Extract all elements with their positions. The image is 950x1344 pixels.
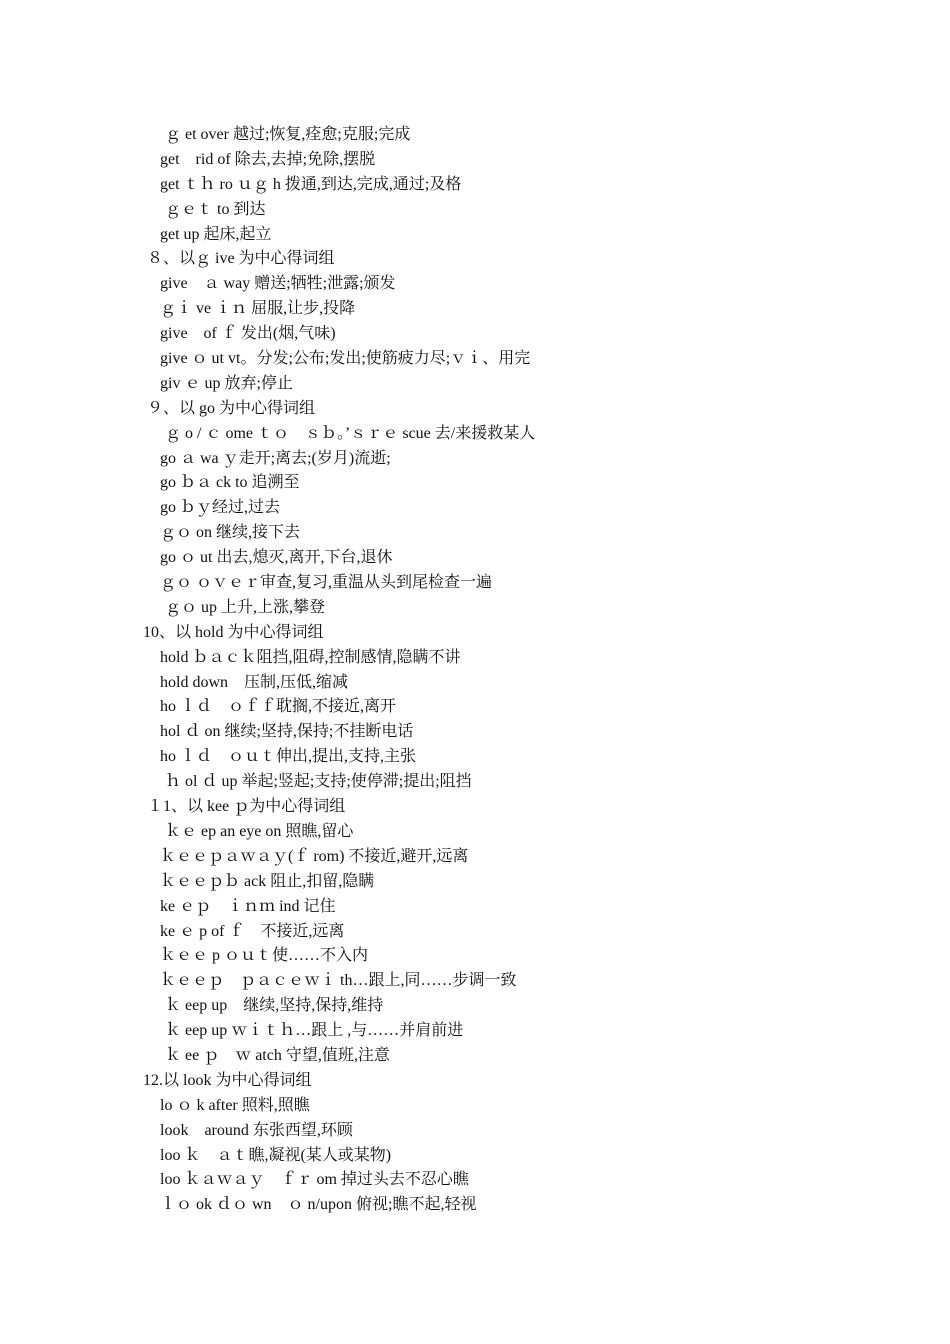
phrase-line: ho ｌｄ ｏｕｔ伸出,提出,支持,主张 (160, 748, 417, 766)
phrase-line: give ａ way 赠送;牺牲;泄露;颁发 (160, 275, 396, 293)
phrase-line: ｋｅｅｐａｗａｙ(ｆ rom) 不接近,避开,远离 (160, 847, 469, 865)
phrase-line: hold down 压制,压低,缩减 (160, 673, 349, 691)
section-heading: ８、以ｇ ive 为中心得词组 (147, 250, 335, 268)
phrase-line: go ｂｙ经过,过去 (160, 499, 281, 517)
phrase-line: ｌｏ ok ｄｏ wn ｏ n/upon 俯视;瞧不起,轻视 (160, 1196, 477, 1214)
phrase-line: ｇｉ ve ｉｎ 屈服,让步,投降 (160, 300, 356, 318)
phrase-line: giv ｅ up 放弃;停止 (160, 374, 293, 392)
phrase-line: hol ｄ on 继续;坚持,保持;不挂断电话 (160, 723, 414, 741)
phrase-line: ｇｏ up 上升,上涨,攀登 (165, 598, 326, 616)
phrase-line: ｋｅｅｐ ｐａｃｅｗｉ th…跟上,同……步调一致 (160, 972, 517, 990)
section-heading: １1、以 kee ｐ为中心得词组 (147, 798, 346, 816)
phrase-line: ｋｅ ep an eye on 照瞧,留心 (165, 822, 354, 840)
phrase-line: look around 东张西望,环顾 (160, 1121, 353, 1139)
phrase-line: go ｂａ ck to 追溯至 (160, 474, 300, 492)
phrase-line: give ｏ ut vt。分发;公布;发出;使筋疲力尽;ｖｉ、用完 (160, 350, 531, 368)
phrase-line: loo ｋ ａｔ瞧,凝视(某人或某物) (160, 1146, 392, 1164)
phrase-line: ｋ eep up 继续,坚持,保持,维持 (165, 997, 384, 1015)
phrase-line: go ａ wa ｙ走开;离去;(岁月)流逝; (160, 449, 391, 467)
phrase-line: give of ｆ 发出(烟,气味) (160, 325, 336, 343)
phrase-line: ｋｅｅ p ｏｕｔ使……不入内 (160, 947, 369, 965)
document-page (0, 123, 950, 1218)
phrase-line: ke ｅｐ ｉｎｍ ind 记住 (160, 897, 336, 915)
section-heading: 12.以 look 为中心得词组 (143, 1071, 312, 1089)
phrase-line: ke ｅ p of ｆ 不接近,远离 (160, 922, 345, 940)
section-heading: ９、以 go 为中心得词组 (147, 399, 316, 417)
phrase-line: ｇ et over 越过;恢复,痊愈;克服;完成 (165, 126, 411, 143)
phrase-line: ｇｅｔ to 到达 (165, 200, 266, 218)
phrase-line: get ｔｈ ro ｕｇ h 拨通,到达,完成,通过;及格 (160, 175, 462, 193)
phrase-line: ｇ o / ｃ ome ｔｏ ｓｂ。’ｓｒｅ scue 去/来援救某人 (165, 424, 536, 442)
phrase-line: ho ｌｄ ｏｆｆ耽搁,不接近,离开 (160, 698, 397, 716)
phrase-line: get up 起床,起立 (160, 225, 272, 243)
phrase-line: ｋ eep up ｗｉｔｈ…跟上 ,与……并肩前进 (165, 1022, 464, 1040)
phrase-line: lo ｏ k after 照料,照瞧 (160, 1096, 310, 1114)
phrase-line: go ｏ ut 出去,熄灭,离开,下台,退休 (160, 549, 393, 567)
phrase-line: ｇｏ ｏｖｅｒ审查,复习,重温从头到尾检查一遍 (160, 574, 493, 592)
phrase-line: hold ｂａｃｋ阻挡,阻碍,控制感情,隐瞒不讲 (160, 648, 461, 666)
phrase-line: ｇｏ on 继续,接下去 (160, 524, 301, 542)
phrase-line: ｋｅｅｐｂ ack 阻止,扣留,隐瞒 (160, 872, 375, 890)
phrase-line: ｈ ol ｄ up 举起;竖起;支持;使停滞;提出;阻挡 (165, 773, 472, 791)
phrase-line: get rid of 除去,去掉;免除,摆脱 (160, 150, 376, 168)
phrase-line: loo ｋａｗａｙ ｆｒ om 掉过头去不忍心瞧 (160, 1171, 469, 1189)
section-heading: 10、以 hold 为中心得词组 (143, 623, 324, 641)
phrase-line: ｋ ee ｐ ｗ atch 守望,值班,注意 (165, 1046, 390, 1064)
